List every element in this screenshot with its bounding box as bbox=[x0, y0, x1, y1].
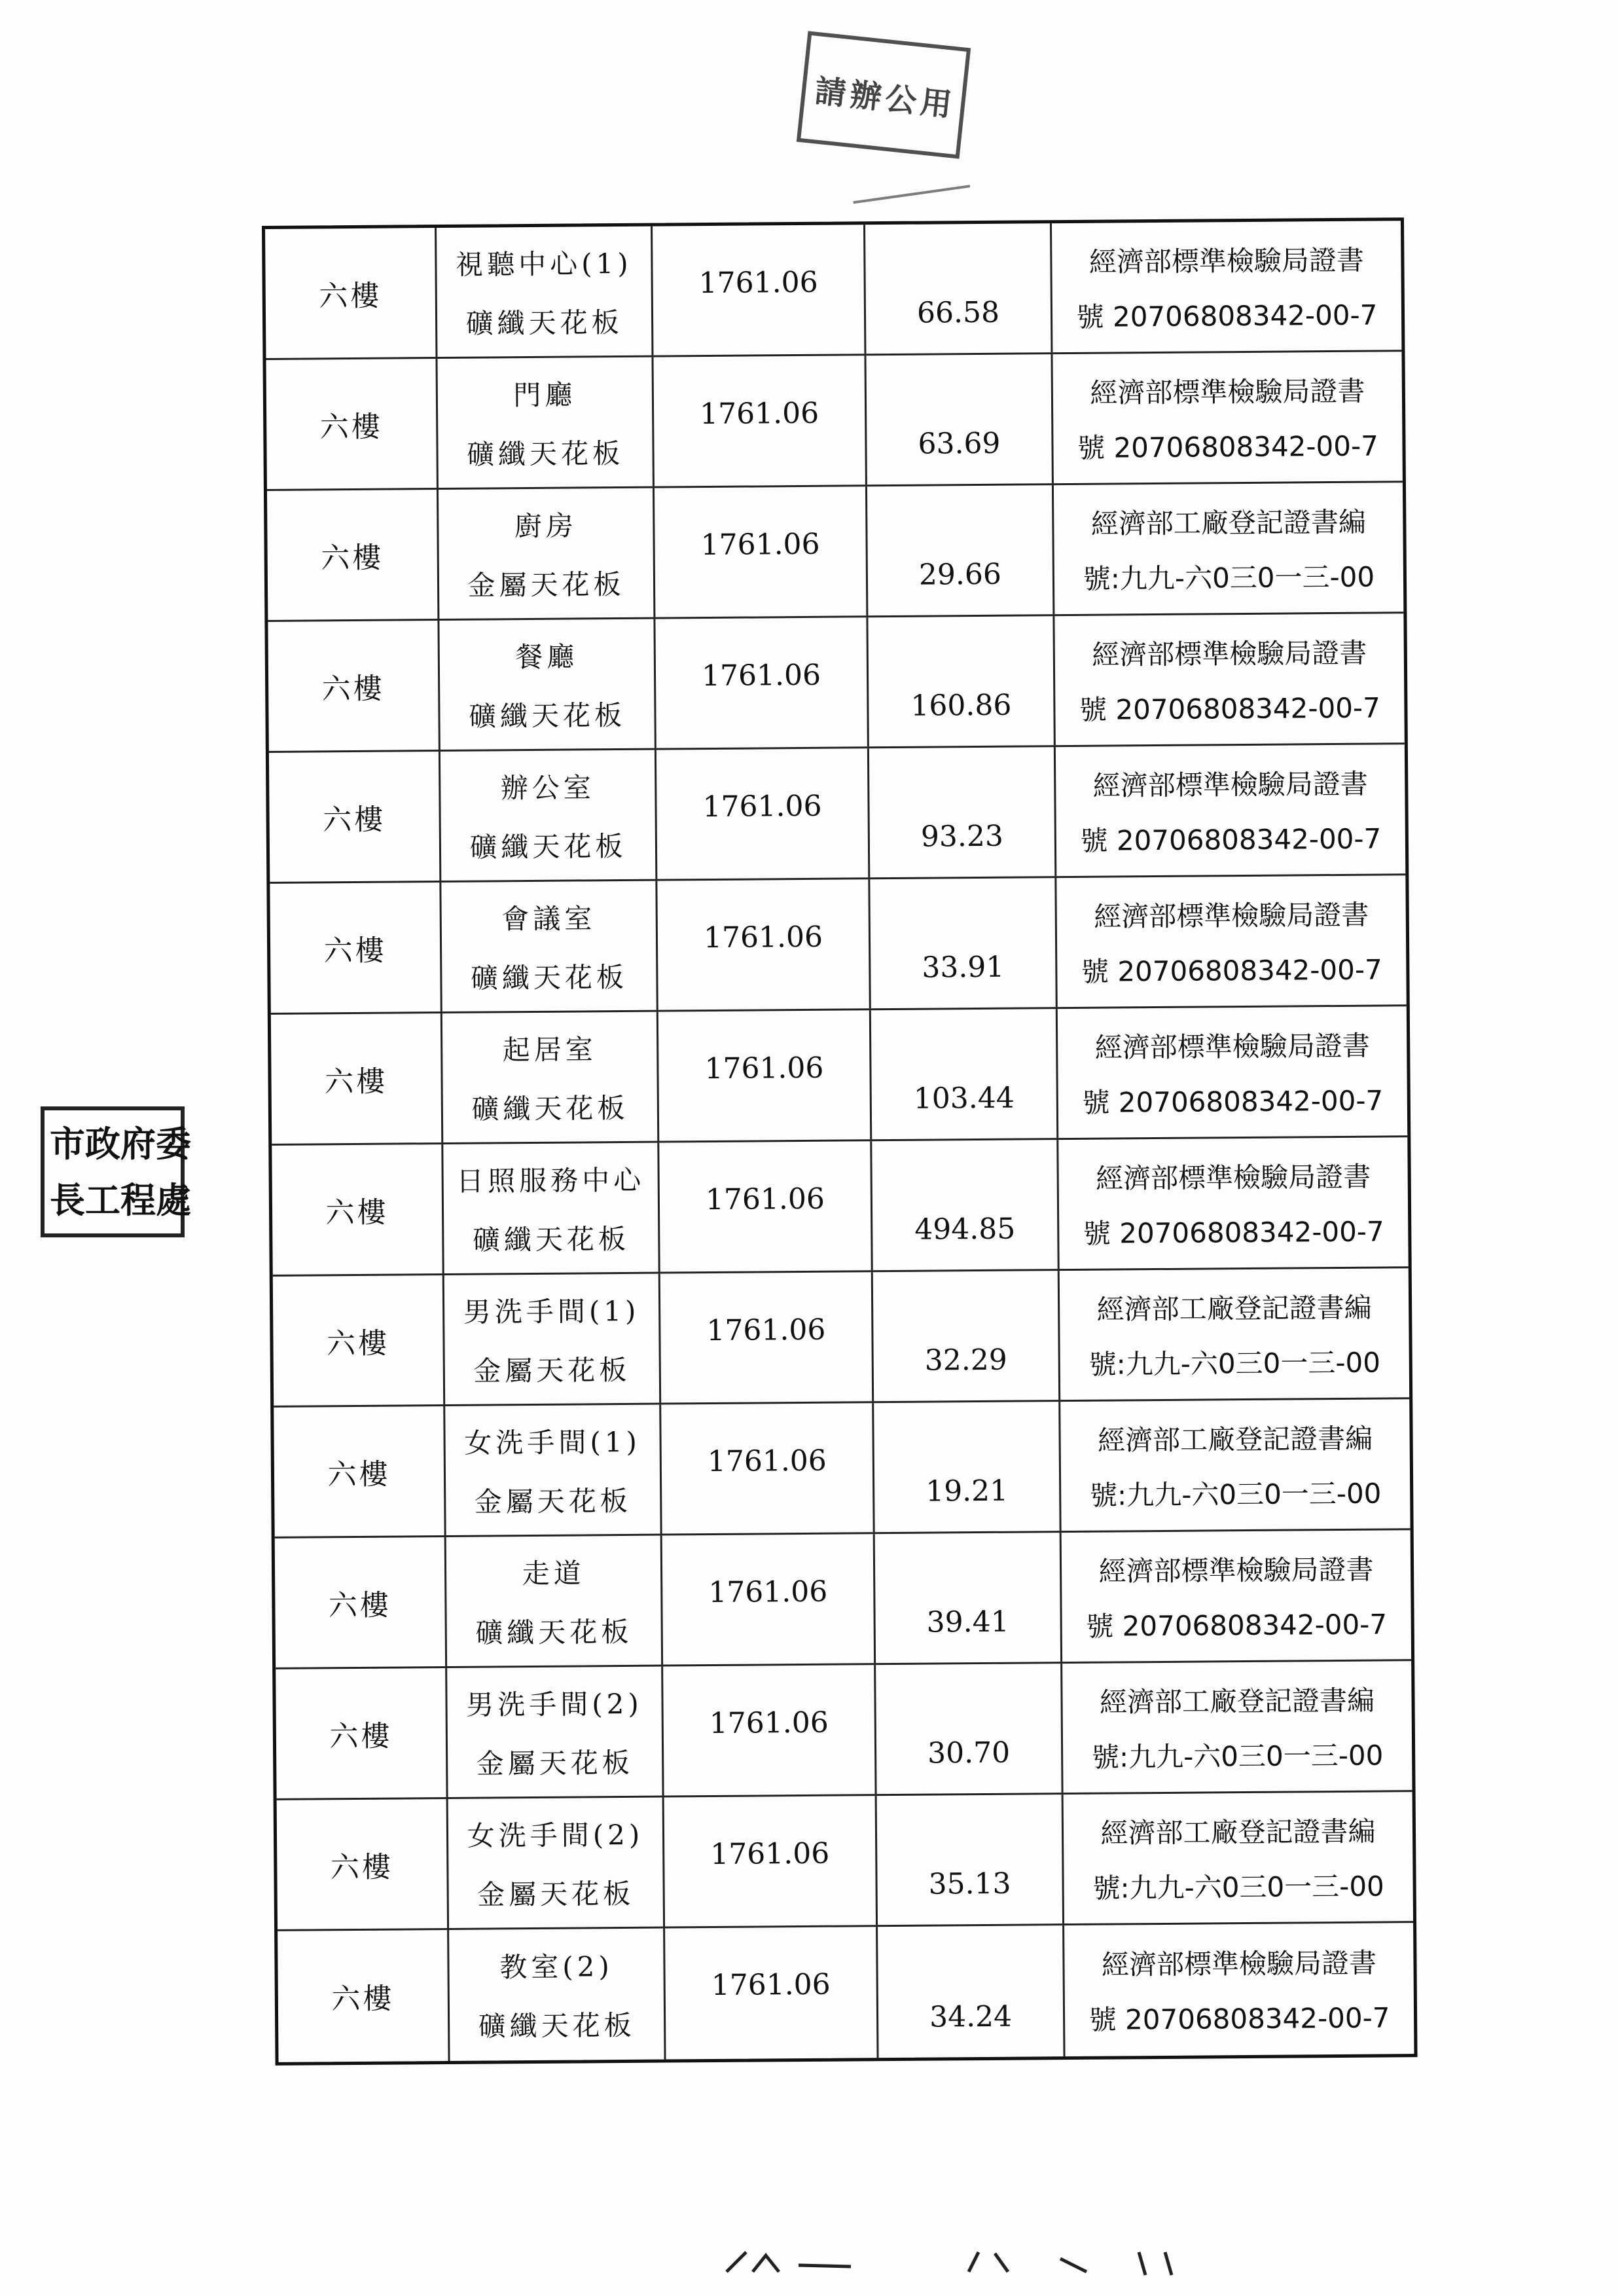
area-cell bbox=[868, 616, 1055, 746]
certificate-line-2: 號 20706808342-00-7 bbox=[1079, 691, 1380, 726]
certificate-cell bbox=[1052, 221, 1401, 352]
room-name: 辦公室 bbox=[500, 771, 595, 804]
ceiling-material: 金屬天花板 bbox=[476, 1877, 635, 1911]
room-name: 廚房 bbox=[514, 509, 578, 542]
floor-cell bbox=[268, 621, 440, 751]
certificate-cell bbox=[1058, 1006, 1407, 1138]
value-text: 1761.06 bbox=[702, 789, 822, 824]
seal-char: 請 bbox=[813, 72, 848, 113]
location-cell bbox=[439, 619, 656, 750]
table-row bbox=[271, 1006, 1407, 1146]
certificate-line-2: 號 20706808342-00-7 bbox=[1083, 1214, 1384, 1250]
ceiling-material: 金屬天花板 bbox=[473, 1353, 631, 1387]
floor-cell bbox=[277, 1799, 449, 1929]
certificate-line-2: 號:九九-六0三0一三-00 bbox=[1083, 560, 1375, 595]
room-name: 男洗手間(1) bbox=[463, 1294, 640, 1328]
certificate-cell bbox=[1054, 483, 1403, 614]
certificate-line-2: 號 20706808342-00-7 bbox=[1086, 1607, 1388, 1643]
floor-label: 六樓 bbox=[319, 410, 383, 444]
floor-label: 六樓 bbox=[328, 1588, 392, 1622]
area-text: 32.29 bbox=[924, 1343, 1007, 1377]
certificate-line-1: 經濟部標準檢驗局證書 bbox=[1088, 244, 1365, 278]
value-text: 1761.06 bbox=[704, 1051, 824, 1086]
area-cell bbox=[875, 1533, 1062, 1663]
certificate-line-1: 經濟部工廠登記證書編 bbox=[1100, 1815, 1376, 1850]
certificate-line-2: 號 20706808342-00-7 bbox=[1076, 299, 1378, 333]
ceiling-material: 金屬天花板 bbox=[467, 568, 625, 602]
ceiling-material: 礦纖天花板 bbox=[466, 437, 624, 471]
area-text: 103.44 bbox=[913, 1081, 1015, 1116]
side-seal-stamp bbox=[41, 1106, 191, 1237]
location-cell bbox=[441, 881, 658, 1011]
floor-label: 六樓 bbox=[321, 541, 384, 575]
floor-label: 六樓 bbox=[325, 1195, 389, 1230]
seal-char: 政 bbox=[85, 1123, 120, 1165]
location-cell bbox=[448, 1798, 665, 1928]
seal-char: 辦 bbox=[848, 76, 884, 117]
location-cell bbox=[442, 1012, 659, 1142]
value-text: 1761.06 bbox=[708, 1575, 828, 1610]
value-cell bbox=[658, 1010, 872, 1140]
top-seal-underline bbox=[850, 159, 970, 204]
location-cell bbox=[449, 1929, 666, 2061]
area-cell bbox=[865, 223, 1052, 354]
value-cell bbox=[665, 1927, 878, 2059]
area-text: 39.41 bbox=[926, 1605, 1009, 1639]
table-row bbox=[265, 221, 1401, 360]
area-cell bbox=[869, 747, 1056, 877]
certificate-cell bbox=[1064, 1923, 1414, 2056]
value-cell bbox=[663, 1665, 876, 1795]
seal-char: 工 bbox=[85, 1179, 120, 1221]
area-cell bbox=[866, 354, 1053, 484]
certificate-cell bbox=[1060, 1399, 1410, 1531]
floor-label: 六樓 bbox=[324, 1065, 388, 1099]
ceiling-material: 礦纖天花板 bbox=[470, 960, 628, 994]
area-text: 19.21 bbox=[926, 1474, 1009, 1508]
value-text: 1761.06 bbox=[701, 658, 821, 693]
value-text: 1761.06 bbox=[703, 920, 823, 955]
value-text: 1761.06 bbox=[709, 1705, 829, 1741]
value-cell bbox=[653, 225, 866, 355]
seal-char: 程 bbox=[120, 1179, 156, 1221]
table-row bbox=[275, 1530, 1411, 1669]
area-text: 29.66 bbox=[918, 557, 1002, 592]
location-cell bbox=[447, 1667, 664, 1797]
table-row bbox=[269, 744, 1405, 884]
location-cell bbox=[444, 1274, 661, 1404]
certificate-line-1: 經濟部工廠登記證書編 bbox=[1096, 1291, 1372, 1326]
room-name: 女洗手間(1) bbox=[464, 1425, 641, 1459]
area-cell bbox=[877, 1795, 1064, 1925]
seal-char: 市 bbox=[50, 1123, 85, 1165]
scan-artifact-icon bbox=[720, 2246, 1244, 2285]
room-name: 日照服務中心 bbox=[456, 1163, 645, 1197]
certificate-line-1: 經濟部工廠登記證書編 bbox=[1099, 1684, 1375, 1719]
seal-char: 用 bbox=[918, 83, 954, 124]
seal-char: 公 bbox=[883, 79, 919, 120]
certificate-line-2: 號:九九-六0三0一三-00 bbox=[1092, 1869, 1384, 1904]
area-text: 93.23 bbox=[920, 819, 1004, 854]
location-cell bbox=[443, 1143, 660, 1273]
table-row bbox=[277, 1792, 1413, 1931]
area-text: 35.13 bbox=[928, 1867, 1011, 1901]
value-text: 1761.06 bbox=[706, 1313, 826, 1348]
room-name: 教室(2) bbox=[499, 1950, 613, 1984]
table-row bbox=[268, 613, 1404, 753]
certificate-line-2: 號:九九-六0三0一三-00 bbox=[1089, 1477, 1382, 1512]
bottom-scan-marks bbox=[720, 2246, 1244, 2285]
value-text: 1761.06 bbox=[698, 265, 818, 301]
ceiling-material: 礦纖天花板 bbox=[469, 829, 627, 864]
value-text: 1761.06 bbox=[711, 1967, 831, 2003]
certificate-line-1: 經濟部標準檢驗局證書 bbox=[1096, 1160, 1371, 1195]
table-row bbox=[274, 1399, 1410, 1539]
floor-cell bbox=[266, 359, 439, 489]
room-name: 會議室 bbox=[501, 902, 596, 935]
certificate-line-1: 經濟部標準檢驗局證書 bbox=[1092, 636, 1367, 671]
room-name: 視聽中心(1) bbox=[456, 247, 632, 281]
floor-label: 六樓 bbox=[331, 1982, 395, 2016]
room-name: 門廳 bbox=[513, 378, 577, 411]
floor-cell bbox=[271, 1013, 443, 1144]
certificate-cell bbox=[1056, 744, 1405, 876]
value-cell bbox=[656, 748, 870, 879]
floor-cell bbox=[276, 1668, 448, 1798]
certificate-line-2: 號 20706808342-00-7 bbox=[1081, 953, 1382, 988]
location-cell bbox=[437, 227, 653, 357]
certificate-line-1: 經濟部標準檢驗局證書 bbox=[1090, 374, 1365, 409]
certificate-cell bbox=[1062, 1530, 1411, 1662]
floor-label: 六樓 bbox=[323, 934, 387, 968]
value-text: 1761.06 bbox=[699, 396, 819, 431]
floor-label: 六樓 bbox=[322, 803, 386, 837]
area-cell bbox=[867, 485, 1054, 615]
seal-char: 府 bbox=[120, 1123, 156, 1165]
value-cell bbox=[655, 486, 868, 617]
value-text: 1761.06 bbox=[705, 1182, 825, 1217]
certificate-line-1: 經濟部標準檢驗局證書 bbox=[1092, 767, 1368, 802]
floor-cell bbox=[273, 1275, 445, 1406]
certificate-cell bbox=[1064, 1792, 1413, 1923]
room-name: 女洗手間(2) bbox=[467, 1818, 644, 1852]
value-cell bbox=[664, 1796, 878, 1926]
value-text: 1761.06 bbox=[710, 1836, 830, 1872]
certificate-cell bbox=[1056, 875, 1406, 1007]
location-cell bbox=[445, 1405, 662, 1535]
floor-cell bbox=[275, 1537, 447, 1667]
floor-label: 六樓 bbox=[327, 1457, 391, 1491]
ceiling-material: 礦纖天花板 bbox=[475, 1615, 633, 1649]
location-cell bbox=[446, 1536, 663, 1666]
certificate-line-1: 經濟部標準檢驗局證書 bbox=[1094, 898, 1369, 933]
ceiling-material: 礦纖天花板 bbox=[465, 306, 623, 340]
floor-cell bbox=[265, 228, 437, 358]
area-text: 30.70 bbox=[927, 1736, 1011, 1770]
area-text: 494.85 bbox=[914, 1212, 1016, 1247]
value-cell bbox=[655, 617, 869, 748]
certificate-line-1: 經濟部標準檢驗局證書 bbox=[1098, 1553, 1374, 1588]
certificate-line-2: 號 20706808342-00-7 bbox=[1082, 1084, 1384, 1119]
value-cell bbox=[653, 355, 867, 486]
floor-label: 六樓 bbox=[329, 1719, 393, 1753]
value-cell bbox=[661, 1403, 874, 1533]
certificate-line-1: 經濟部工廠登記證書編 bbox=[1090, 505, 1367, 540]
certificate-line-2: 號 20706808342-00-7 bbox=[1088, 2001, 1390, 2036]
room-name: 起居室 bbox=[502, 1032, 597, 1066]
table-row bbox=[272, 1137, 1408, 1277]
location-cell bbox=[439, 488, 655, 619]
certificate-line-1: 經濟部工廠登記證書編 bbox=[1097, 1422, 1373, 1457]
area-cell bbox=[876, 1664, 1063, 1794]
area-cell bbox=[870, 878, 1057, 1008]
location-cell bbox=[440, 750, 657, 881]
ceiling-material: 礦纖天花板 bbox=[472, 1222, 630, 1256]
floor-cell bbox=[272, 1144, 444, 1275]
floor-cell bbox=[267, 490, 439, 620]
certificate-line-2: 號 20706808342-00-7 bbox=[1080, 822, 1382, 857]
ceiling-material: 金屬天花板 bbox=[476, 1746, 634, 1780]
value-text: 1761.06 bbox=[700, 527, 820, 562]
floor-label: 六樓 bbox=[330, 1850, 394, 1884]
table-row bbox=[266, 352, 1403, 491]
ceiling-material-table bbox=[262, 217, 1418, 2066]
area-text: 33.91 bbox=[922, 950, 1005, 985]
seal-char: 委 bbox=[156, 1123, 191, 1165]
certificate-cell bbox=[1052, 352, 1402, 483]
floor-cell bbox=[270, 883, 442, 1013]
certificate-line-1: 經濟部標準檢驗局證書 bbox=[1101, 1946, 1377, 1981]
table-row bbox=[273, 1268, 1409, 1408]
table-row bbox=[276, 1661, 1412, 1800]
ceiling-material: 金屬天花板 bbox=[474, 1484, 632, 1518]
floor-cell bbox=[278, 1930, 450, 2062]
seal-char: 長 bbox=[50, 1179, 85, 1221]
area-cell bbox=[872, 1140, 1059, 1270]
certificate-line-2: 號:九九-六0三0一三-00 bbox=[1088, 1346, 1381, 1381]
room-name: 男洗手間(2) bbox=[466, 1687, 643, 1721]
value-text: 1761.06 bbox=[707, 1444, 827, 1479]
area-cell bbox=[873, 1271, 1060, 1401]
floor-label: 六樓 bbox=[321, 672, 385, 706]
value-cell bbox=[660, 1272, 874, 1402]
table-row bbox=[270, 875, 1406, 1015]
area-text: 63.69 bbox=[918, 426, 1001, 461]
area-text: 160.86 bbox=[910, 688, 1012, 723]
certificate-line-2: 號:九九-六0三0一三-00 bbox=[1091, 1739, 1384, 1774]
floor-label: 六樓 bbox=[319, 279, 382, 313]
table-row bbox=[267, 483, 1403, 622]
value-cell bbox=[662, 1534, 876, 1664]
area-cell bbox=[878, 1925, 1065, 2058]
certificate-cell bbox=[1062, 1661, 1412, 1793]
floor-label: 六樓 bbox=[326, 1326, 390, 1360]
area-text: 34.24 bbox=[929, 1999, 1013, 2034]
certificate-line-2: 號 20706808342-00-7 bbox=[1077, 429, 1379, 464]
area-text: 66.58 bbox=[916, 295, 1000, 330]
area-cell bbox=[874, 1402, 1061, 1532]
ceiling-material: 礦纖天花板 bbox=[478, 2009, 636, 2043]
area-cell bbox=[871, 1009, 1058, 1139]
ceiling-material: 礦纖天花板 bbox=[471, 1091, 629, 1125]
certificate-cell bbox=[1060, 1268, 1409, 1400]
value-cell bbox=[657, 879, 871, 1010]
floor-cell bbox=[274, 1406, 446, 1537]
seal-char: 處 bbox=[156, 1179, 191, 1221]
ceiling-material: 礦纖天花板 bbox=[468, 699, 626, 733]
certificate-cell bbox=[1054, 613, 1404, 745]
location-cell bbox=[437, 357, 654, 488]
floor-cell bbox=[269, 752, 441, 882]
room-name: 餐廳 bbox=[515, 640, 579, 673]
table-row bbox=[278, 1923, 1414, 2062]
certificate-line-1: 經濟部標準檢驗局證書 bbox=[1094, 1029, 1370, 1064]
top-seal-stamp bbox=[797, 31, 971, 158]
room-name: 走道 bbox=[522, 1556, 585, 1590]
certificate-cell bbox=[1058, 1137, 1408, 1269]
value-cell bbox=[659, 1141, 872, 1271]
